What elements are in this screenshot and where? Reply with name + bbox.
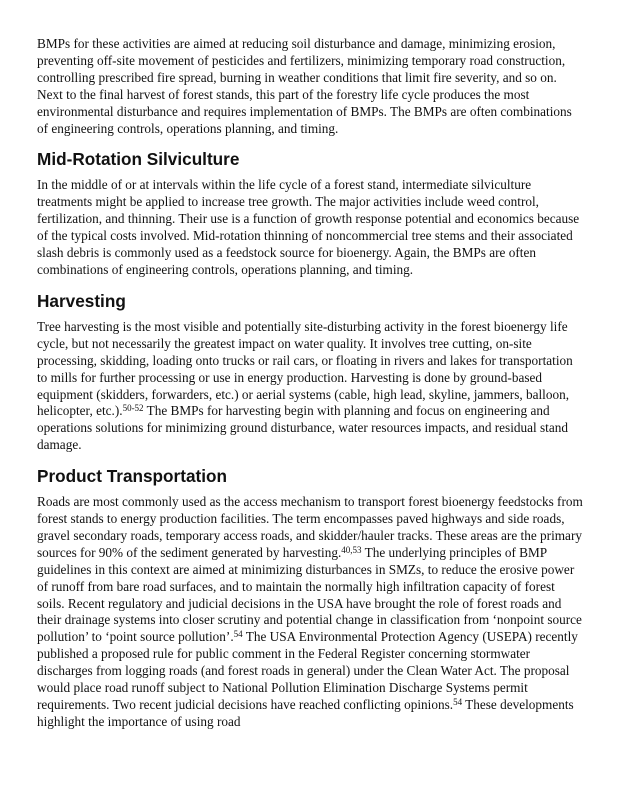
transportation-text-part3: The USA Environmental Protection Agency (USEPA) recently published a proposed rule for public comment in the Federal Register concerning stormwater discharges from logging roads (and forest roads in general) under the Clean Water Act. The proposal would place road runoff subject to National Pollution Elimination Discharge Systems permit requirements. Two recent judicial decisions have reached conflicting opinions. xyxy=(37,629,578,712)
intro-paragraph: BMPs for these activities are aimed at reducing soil disturbance and damage, minimizing erosion, preventing off-site movement of pesticides and fertilizers, minimizing temporary road construction, controlling prescribed fire spread, burning in weather conditions that limit fire severity, and so on. Next to the final harvest of forest stands, this part of the forestry life cycle produces the most environmental disturbance and requires implementation of BMPs. The BMPs are often combinations of engineering controls, operations planning, and timing. xyxy=(37,36,572,136)
mid-rotation-paragraph: In the middle of or at intervals within the life cycle of a forest stand, intermediate silviculture treatments might be applied to increase tree growth. The major activities include weed control, fertilization, and thinning. Their use is a function of growth response potential and economics because of the typical costs involved. Mid-rotation thinning of noncommercial tree stems and their associated slash debris is commonly used as a feedstock source for bioenergy. Again, the BMPs are often combinations of engineering controls, operations planning, and timing. xyxy=(37,177,580,277)
harvesting-paragraph xyxy=(37,319,583,454)
heading-mid-rotation-silviculture: Mid-Rotation Silviculture xyxy=(37,149,240,170)
heading-product-transportation: Product Transportation xyxy=(37,466,228,487)
citation-50-52: 50-52 xyxy=(122,403,144,414)
transportation-paragraph xyxy=(37,494,583,731)
harvesting-text-part2: The BMPs for harvesting begin with planning and focus on engineering and operations solutions for minimizing ground disturbance, water resources impacts, and residual stand damage. xyxy=(37,403,568,453)
citation-54-second: 54 xyxy=(453,697,463,707)
citation-54-first: 54 xyxy=(233,629,243,640)
citation-40-53: 40,53 xyxy=(341,544,362,555)
document-page xyxy=(37,36,583,731)
harvesting-text-part1: Tree harvesting is the most visible and potentially site-disturbing activity in the forest bioenergy life cycle, but not necessarily the greatest impact on water quality. It involves tree cutting, on-site processing, skidding, loading onto trucks or rail cars, or floating in rivers and lakes for transportation to mills for further processing or use in energy production. Harvesting is done by ground-based equipment (skidders, forwarders, etc.) or aerial systems (cable, high lead, skyline, jammers, balloon, helicopter, etc.). xyxy=(37,318,573,419)
transportation-text-part4: These developments highlight the importance of using road xyxy=(37,697,574,729)
transportation-text-part2: The underlying principles of BMP guidelines in this context are aimed at minimizing disturbances in SMZs, to reduce the erosive power of runoff from bare road surfaces, and to maintain the normally high infiltration capacity of forest soils. Recent regulatory and judicial decisions in the USA have brought the role of forest roads and their drainage systems into closer scrutiny and potential change in classification from ‘nonpoint source pollution’ to ‘point source pollution’. xyxy=(37,544,582,645)
heading-harvesting: Harvesting xyxy=(37,290,126,311)
transportation-text-part1: Roads are most commonly used as the access mechanism to transport forest bioenergy feedstocks from forest stands to energy production facilities. The term encompasses paved highways and side roads, gravel secondary roads, temporary access roads, and skidder/hauler tracks. These areas are the primary sources for 90% of the sediment generated by harvesting. xyxy=(37,494,583,560)
